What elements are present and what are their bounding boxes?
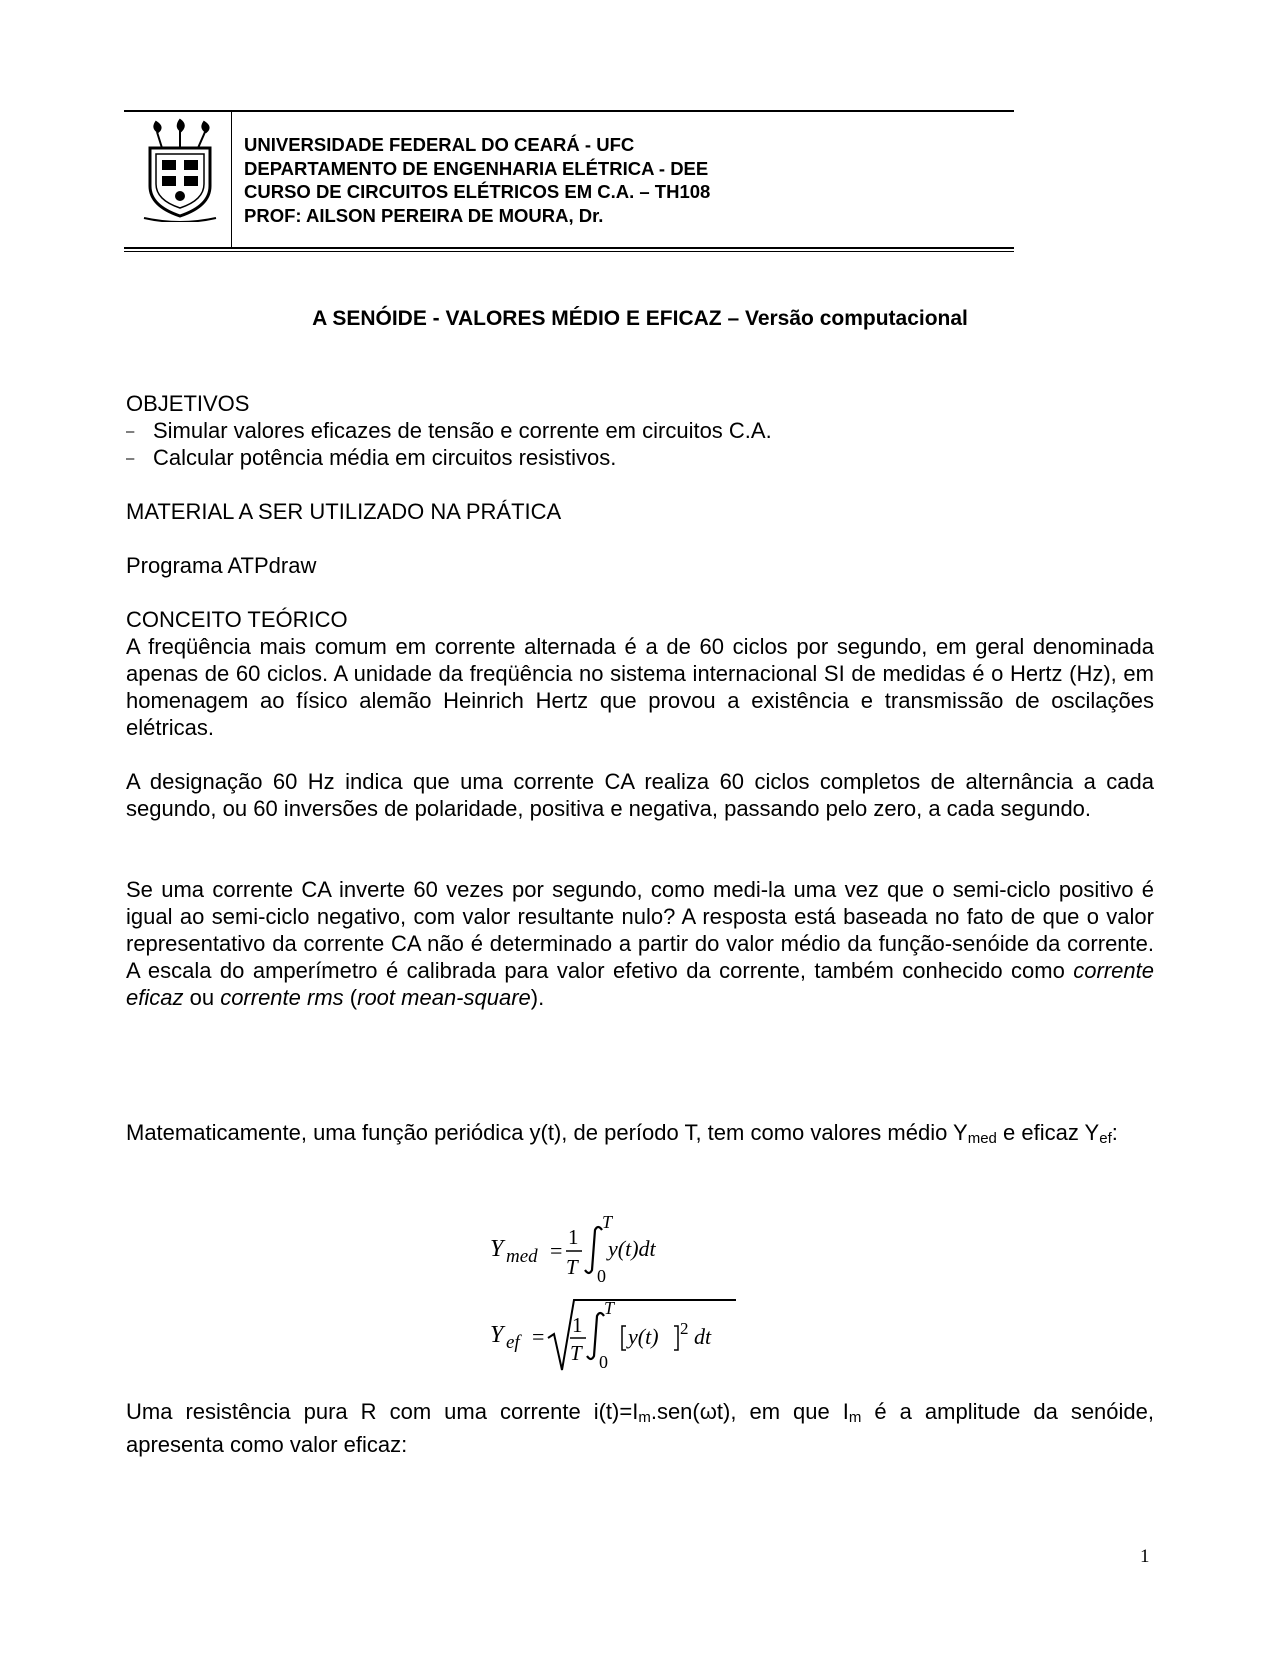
header-text bbox=[244, 133, 710, 227]
f1-lower: 0 bbox=[597, 1266, 606, 1286]
page-number: 1 bbox=[1140, 1546, 1150, 1567]
paragraph-resistencia: Uma resistência pura R com uma corrente $i(t)=I_m.sen(\omega t)$, em que $I_m$ é a amplitude da senóide, apresenta como valor eficaz: bbox=[126, 1399, 1154, 1457]
paragraph-matematicamente: Matematicamente, uma função periódica y(t), de período T, tem como valores médio $Y_{med}$ e eficaz $Y_{ef}$: bbox=[126, 1120, 1118, 1147]
f2-dt: dt bbox=[694, 1324, 712, 1349]
conceito-heading: CONCEITO TEÓRICO bbox=[126, 607, 348, 632]
f2-integrand: y(t) bbox=[628, 1324, 659, 1349]
f2-lhs-sub: ef bbox=[506, 1332, 520, 1353]
f1-integrand: y(t)dt bbox=[608, 1236, 656, 1261]
f2-exponent: 2 bbox=[680, 1319, 689, 1338]
material-heading: MATERIAL A SER UTILIZADO NA PRÁTICA bbox=[126, 499, 562, 524]
paragraph-60hz: A designação 60 Hz indica que uma corrente CA realiza 60 ciclos completos de alternância a cada segundo, ou 60 inversões de polaridade, positiva e negativa, passando pelo zero, a cada segundo. bbox=[126, 769, 1154, 821]
header-professor: PROF: AILSON PEREIRA DE MOURA, Dr. bbox=[244, 204, 604, 226]
f2-den: T bbox=[570, 1341, 582, 1365]
university-seal-icon bbox=[140, 118, 220, 222]
bullet-dash-icon: – bbox=[126, 423, 135, 440]
paragraph-frequencia: A freqüência mais comum em corrente alternada é a de 60 ciclos por segundo, em geral denominada apenas de 60 ciclos. A unidade da freqüência no sistema internacional SI de medidas é o Hertz (Hz), em homenagem ao físico alemão Heinrich Hertz que provou a existência e transmissão de oscilações elétricas. bbox=[126, 634, 1154, 740]
objetivos-heading: OBJETIVOS bbox=[126, 391, 250, 416]
f2-lhs: Y bbox=[490, 1322, 504, 1348]
bullet-dash-icon: – bbox=[126, 450, 135, 467]
header-divider bbox=[231, 111, 232, 249]
header-course: CURSO DE CIRCUITOS ELÉTRICOS EM C.A. – TH108 bbox=[244, 181, 711, 202]
f2-upper: T bbox=[604, 1298, 615, 1318]
header-department: DEPARTAMENTO DE ENGENHARIA ELÉTRICA - DEE bbox=[244, 157, 709, 179]
header-university: UNIVERSIDADE FEDERAL DO CEARÁ - UFC bbox=[244, 134, 635, 155]
header-rule-bottom bbox=[124, 247, 1014, 249]
f1-eq: = bbox=[550, 1238, 563, 1263]
header-rule-bottom-thin bbox=[124, 251, 1014, 252]
material-text: Programa ATPdraw bbox=[126, 553, 317, 578]
formulas-mean-rms bbox=[480, 1210, 740, 1380]
f1-lhs-sub: med bbox=[506, 1246, 538, 1267]
paragraph-rms: Se uma corrente CA inverte 60 vezes por segundo, como medi-la uma vez que o semi-ciclo positivo é igual ao semi-ciclo negativo, com valor resultante nulo? A resposta está baseada no fato de que o valor representativo da corrente CA não é determinado a partir do valor médio da função-senóide da corrente. A escala do amperímetro é calibrada para valor efetivo da corrente, também conhecido como corrente eficaz ou corrente rms (root mean-square). bbox=[126, 877, 1154, 1010]
f1-num: 1 bbox=[568, 1225, 579, 1249]
objetivo-item: – Calcular potência média em circuitos resistivos. bbox=[126, 445, 617, 470]
document-title: A SENÓIDE - VALORES MÉDIO E EFICAZ – Versão computacional bbox=[312, 307, 968, 330]
header-rule-top bbox=[124, 110, 1014, 112]
f1-den: T bbox=[566, 1255, 578, 1279]
f1-lhs: Y bbox=[490, 1236, 504, 1262]
f2-eq: = bbox=[532, 1324, 545, 1349]
f1-upper: T bbox=[602, 1212, 613, 1232]
objetivo-item: – Simular valores eficazes de tensão e corrente em circuitos C.A. bbox=[126, 418, 772, 443]
f2-num: 1 bbox=[572, 1313, 583, 1337]
f2-lower: 0 bbox=[599, 1352, 608, 1372]
